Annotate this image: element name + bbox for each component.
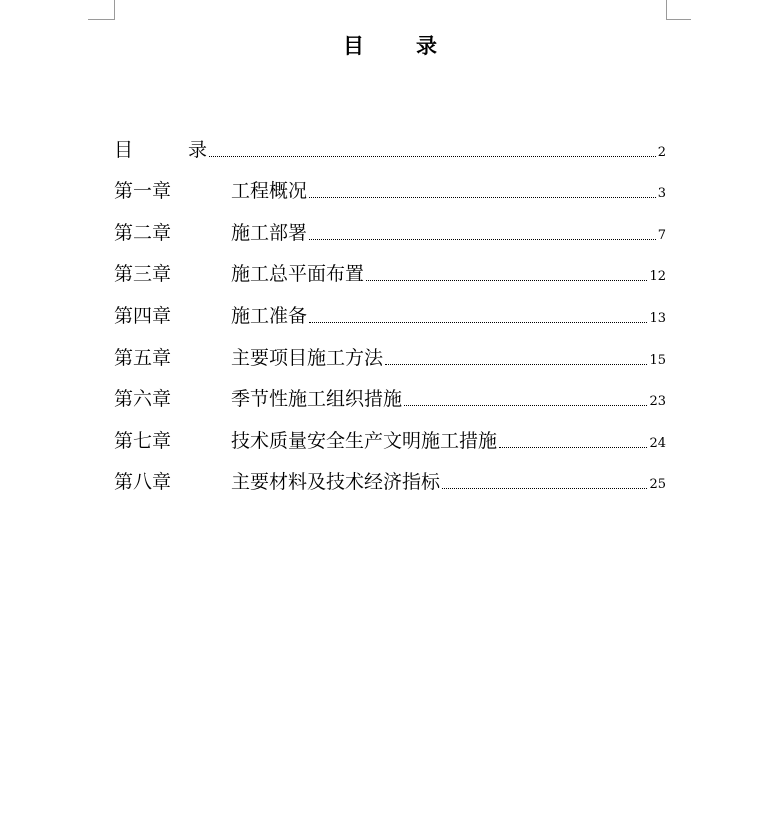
toc-chapter-heading: 季节性施工组织措施 xyxy=(231,388,403,411)
toc-page-number: 13 xyxy=(649,310,666,326)
toc-chapter-number: 第六章 xyxy=(114,388,172,411)
page-title xyxy=(0,30,780,60)
title-left-char: 目 xyxy=(343,33,364,58)
toc-chapter-number: 第三章 xyxy=(114,263,172,286)
toc-chapter-heading: 技术质量安全生产文明施工措施 xyxy=(231,429,498,452)
toc-entry[interactable] xyxy=(114,245,666,287)
toc-entry[interactable] xyxy=(114,286,666,328)
toc-page-number: 24 xyxy=(649,435,666,451)
toc-page-number: 23 xyxy=(649,394,666,410)
toc-entry[interactable] xyxy=(114,453,666,495)
title-right-char: 录 xyxy=(416,33,437,58)
dot-leader xyxy=(309,196,656,198)
toc-chapter-number: 第五章 xyxy=(114,346,172,369)
dot-leader xyxy=(309,238,656,240)
toc-chapter-heading: 主要材料及技术经济指标 xyxy=(231,471,441,494)
toc-page-number: 2 xyxy=(657,144,666,160)
toc-entry[interactable] xyxy=(114,328,666,370)
toc-page-number: 15 xyxy=(649,352,666,368)
toc-chapter-number: 第一章 xyxy=(114,180,172,203)
dot-leader xyxy=(209,155,656,157)
toc-entry[interactable] xyxy=(114,370,666,412)
toc-chapter-heading: 工程概况 xyxy=(231,180,308,203)
toc-chapter-heading: 施工总平面布置 xyxy=(231,263,365,286)
page-corner-mark-top-left xyxy=(88,0,115,20)
toc-chapter-number: 第八章 xyxy=(114,471,172,494)
toc-chapter-number: 第二章 xyxy=(114,221,172,244)
toc-entry[interactable] xyxy=(114,411,666,453)
toc-chapter-heading: 施工部署 xyxy=(231,221,308,244)
toc-entry[interactable] xyxy=(114,203,666,245)
toc-chapter-number: 第七章 xyxy=(114,429,172,452)
toc-chapter-number: 第四章 xyxy=(114,304,172,327)
toc-page-number: 25 xyxy=(649,477,666,493)
toc-entry[interactable] xyxy=(114,162,666,204)
toc-entry-contents[interactable] xyxy=(114,120,666,162)
page-corner-mark-top-right xyxy=(666,0,691,20)
toc-entry-label: 目 录 xyxy=(114,138,208,161)
dot-leader xyxy=(366,279,647,281)
toc-page-number: 3 xyxy=(657,186,666,202)
dot-leader xyxy=(385,363,647,365)
toc-page-number: 12 xyxy=(649,269,666,285)
dot-leader xyxy=(499,446,647,448)
toc-chapter-heading: 主要项目施工方法 xyxy=(231,346,384,369)
dot-leader xyxy=(309,321,647,323)
toc-page-number: 7 xyxy=(657,227,666,243)
dot-leader xyxy=(442,487,647,489)
table-of-contents xyxy=(114,120,666,494)
dot-leader xyxy=(404,404,647,406)
toc-chapter-heading: 施工准备 xyxy=(231,304,308,327)
